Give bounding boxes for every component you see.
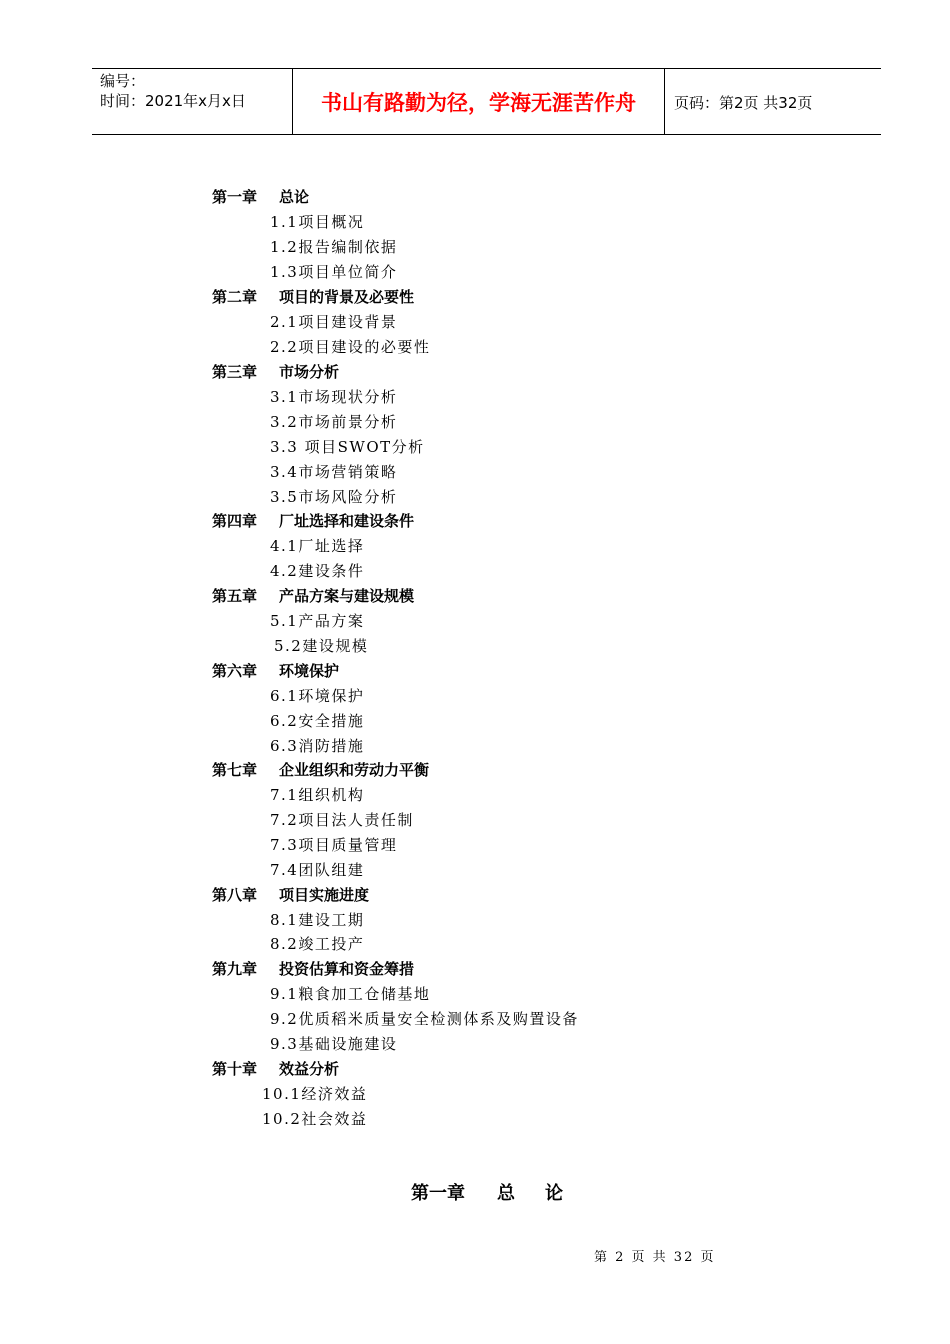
toc-chapter-number: 第四章	[212, 512, 258, 530]
toc-chapter[interactable]	[212, 286, 414, 308]
toc-chapter-title: 企业组织和劳动力平衡	[279, 761, 430, 779]
toc-chapter-title: 产品方案与建设规模	[279, 587, 415, 605]
toc-section[interactable]: 10.2社会效益	[262, 1110, 368, 1128]
chapter-heading	[411, 1182, 563, 1206]
toc-section[interactable]: 1.3项目单位简介	[270, 263, 398, 281]
toc-section[interactable]: 4.1厂址选择	[270, 537, 365, 555]
header-motto: 书山有路勤为径，学海无涯苦作舟	[321, 91, 636, 115]
toc-section[interactable]: 9.2优质稻米质量安全检测体系及购置设备	[270, 1010, 579, 1028]
toc-chapter-title: 环境保护	[279, 662, 340, 680]
toc-section[interactable]: 2.1项目建设背景	[270, 313, 398, 331]
toc-chapter-title: 总论	[279, 188, 310, 206]
toc-section[interactable]: 7.3项目质量管理	[270, 836, 398, 854]
chapter-heading-number: 第一章	[411, 1183, 465, 1204]
toc-chapter[interactable]	[212, 510, 414, 532]
toc-chapter-number: 第十章	[212, 1060, 258, 1078]
toc-section[interactable]: 3.4市场营销策略	[270, 463, 398, 481]
toc-chapter-number: 第九章	[212, 960, 258, 978]
header-meta	[100, 71, 246, 111]
toc-chapter-number: 第三章	[212, 363, 258, 381]
toc-chapter[interactable]	[212, 1058, 339, 1080]
toc-section[interactable]: 9.3基础设施建设	[270, 1035, 398, 1053]
toc-section[interactable]: 3.3 项目SWOT分析	[270, 438, 425, 456]
toc-chapter-number: 第七章	[212, 761, 258, 779]
toc-section[interactable]: 10.1经济效益	[262, 1085, 368, 1103]
toc-chapter-number: 第二章	[212, 288, 258, 306]
toc-section[interactable]: 3.5市场风险分析	[270, 488, 398, 506]
toc-chapter[interactable]	[212, 186, 309, 208]
toc-section[interactable]: 6.2安全措施	[270, 712, 365, 730]
toc-section[interactable]: 6.1环境保护	[270, 687, 365, 705]
toc-section[interactable]: 1.1项目概况	[270, 213, 365, 231]
page-footer: 第 2 页 共 32 页	[594, 1250, 716, 1265]
toc-chapter-number: 第一章	[212, 188, 258, 206]
header-time-label: 时间：2021年x月x日	[100, 92, 246, 110]
page-header	[92, 68, 881, 135]
toc-chapter-title: 项目实施进度	[279, 886, 370, 904]
toc-section[interactable]: 2.2项目建设的必要性	[270, 338, 431, 356]
toc-chapter[interactable]	[212, 585, 414, 607]
toc-chapter[interactable]	[212, 958, 414, 980]
toc-section[interactable]: 9.1粮食加工仓储基地	[270, 985, 431, 1003]
toc-chapter-title: 厂址选择和建设条件	[279, 512, 415, 530]
toc-chapter[interactable]	[212, 361, 339, 383]
toc-chapter[interactable]	[212, 884, 369, 906]
toc-chapter-title: 市场分析	[279, 363, 340, 381]
toc-chapter[interactable]	[212, 660, 339, 682]
toc-section[interactable]: 3.2市场前景分析	[270, 413, 398, 431]
toc-section[interactable]: 8.1建设工期	[270, 911, 365, 929]
toc-section[interactable]: 7.4团队组建	[270, 861, 365, 879]
chapter-heading-char: 总	[497, 1183, 515, 1204]
header-page-label: 页码：第2页 共32页	[674, 94, 813, 112]
header-code-label: 编号：	[100, 72, 146, 90]
toc-section[interactable]: 6.3消防措施	[270, 737, 365, 755]
toc-chapter-number: 第五章	[212, 587, 258, 605]
header-divider	[664, 69, 665, 135]
toc-section[interactable]: 7.2项目法人责任制	[270, 811, 414, 829]
toc-chapter-title: 投资估算和资金筹措	[279, 960, 415, 978]
toc-chapter-title: 效益分析	[279, 1060, 340, 1078]
toc-section[interactable]: 8.2竣工投产	[270, 935, 365, 953]
toc-chapter-title: 项目的背景及必要性	[279, 288, 415, 306]
chapter-heading-char: 论	[545, 1183, 563, 1204]
toc-chapter-number: 第八章	[212, 886, 258, 904]
toc-chapter[interactable]	[212, 759, 429, 781]
toc-section[interactable]: 4.2建设条件	[270, 562, 365, 580]
toc-section[interactable]: 5.1产品方案	[270, 612, 365, 630]
toc-chapter-number: 第六章	[212, 662, 258, 680]
toc-section[interactable]: 3.1市场现状分析	[270, 388, 398, 406]
toc-section[interactable]: 1.2报告编制依据	[270, 238, 398, 256]
toc-section[interactable]: 7.1组织机构	[270, 786, 365, 804]
toc-section[interactable]: 5.2建设规模	[274, 637, 369, 655]
